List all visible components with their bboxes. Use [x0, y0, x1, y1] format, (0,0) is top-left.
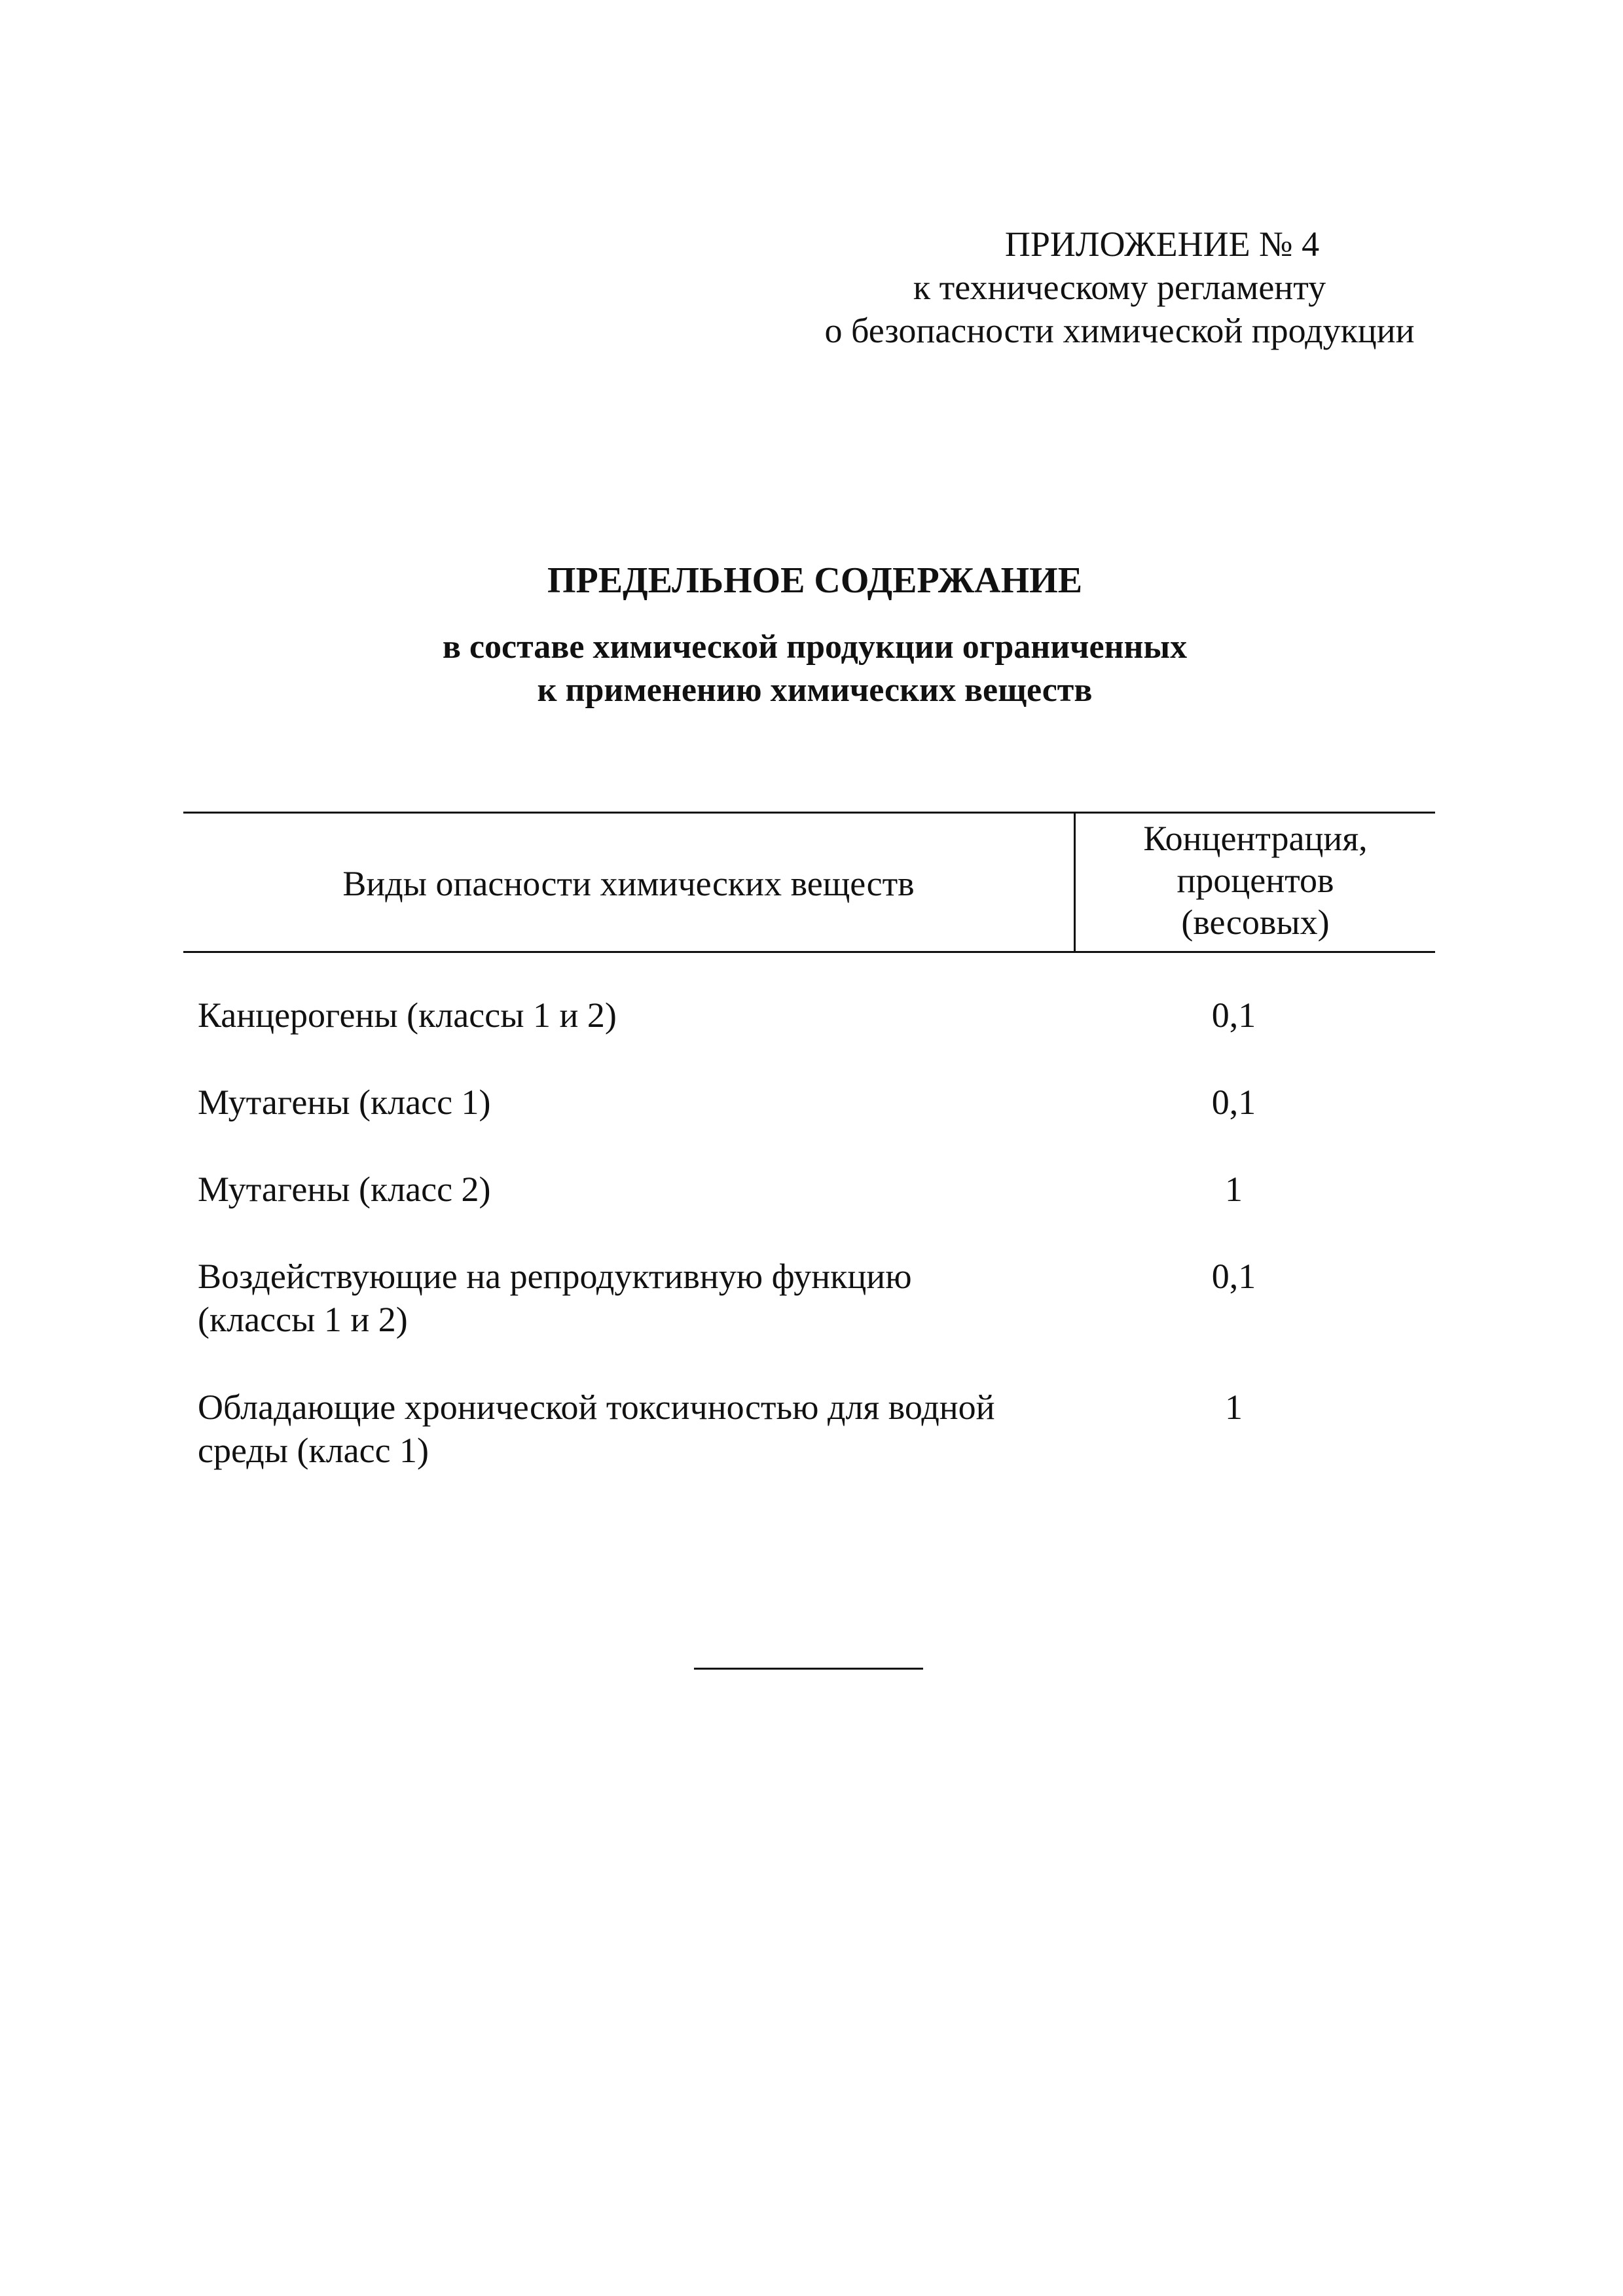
- table-row: [183, 1255, 1435, 1386]
- table-row: [183, 1168, 1435, 1255]
- document-title: ПРЕДЕЛЬНОЕ СОДЕРЖАНИЕ: [547, 560, 1083, 601]
- row-concentration: 1: [1225, 1388, 1243, 1427]
- table-row: [183, 1386, 1435, 1516]
- row-concentration: 0,1: [1211, 1083, 1256, 1122]
- document-subtitle: [0, 626, 1623, 712]
- row-hazard-name: Канцерогены (классы 1 и 2): [198, 996, 617, 1035]
- table-row: [183, 1081, 1435, 1168]
- subtitle-line-2: к применению химических веществ: [537, 672, 1093, 709]
- limits-table: [183, 812, 1435, 1516]
- table-body: [183, 953, 1435, 1516]
- appendix-heading: [720, 223, 1519, 352]
- row-hazard-name: Мутагены (класс 1): [198, 1083, 491, 1122]
- row-concentration: 0,1: [1211, 996, 1256, 1035]
- appendix-regulation: о безопасности химической продукции: [824, 311, 1415, 350]
- row-hazard-name: Мутагены (класс 2): [198, 1170, 491, 1209]
- subtitle-line-1: в составе химической продукции ограниченных: [442, 628, 1188, 666]
- row-concentration: 0,1: [1211, 1257, 1256, 1296]
- row-concentration: 1: [1225, 1170, 1243, 1209]
- header-hazard-types: Виды опасности химических веществ: [342, 864, 915, 903]
- end-of-document-rule: [694, 1668, 923, 1670]
- appendix-number: ПРИЛОЖЕНИЕ № 4: [1004, 224, 1320, 264]
- table-header: [183, 812, 1435, 953]
- table-row: [183, 994, 1435, 1081]
- appendix-reference: к техническому регламенту: [913, 268, 1326, 307]
- row-hazard-name: Обладающие хронической токсичностью для водной среды (класс 1): [198, 1388, 995, 1470]
- row-hazard-name: Воздействующие на репродуктивную функцию (классы 1 и 2): [198, 1257, 912, 1339]
- header-concentration: Концентрация, процентов (весовых): [1143, 819, 1368, 942]
